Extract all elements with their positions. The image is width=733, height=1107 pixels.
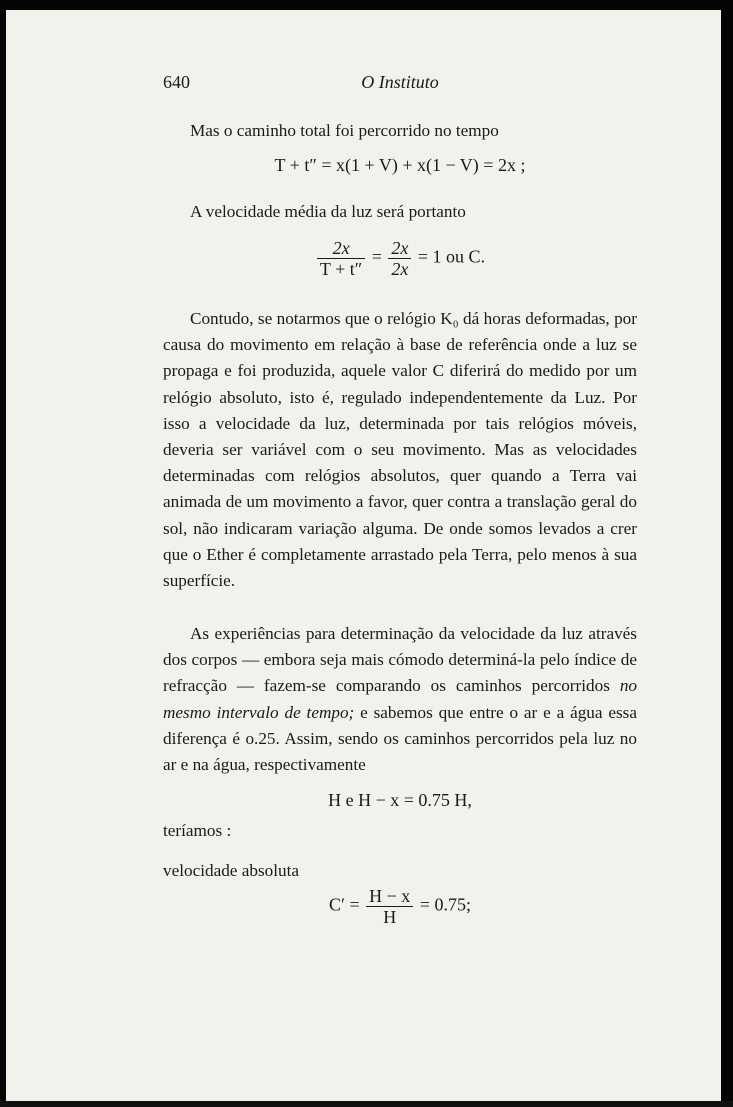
- fraction-1-denominator: T + t″: [317, 258, 365, 279]
- teriamos-line: teríamos :: [163, 821, 232, 840]
- fraction-3: [366, 886, 413, 927]
- scan-border-top: [0, 0, 733, 10]
- equation-paths: H e H − x = 0.75 H,: [328, 790, 472, 810]
- page-header: [163, 72, 637, 96]
- intro-line: Mas o caminho total foi percorrido no tempo: [190, 121, 499, 140]
- fraction-1: [317, 238, 365, 279]
- equals-sign: =: [371, 246, 382, 267]
- running-title: O Instituto: [361, 72, 439, 92]
- paragraph-2-part-b: e sabemos que entre o ar e a água essa diferença é o.25. Assim, sendo os caminhos percorridos pela luz no ar e na água, respectivamente: [163, 702, 637, 775]
- eq4-lhs: C′ =: [329, 894, 360, 915]
- fraction-2: [388, 238, 411, 279]
- fraction-1-numerator: 2x: [332, 238, 350, 258]
- scan-border-bottom: [0, 1101, 733, 1107]
- fraction-2-denominator: 2x: [388, 258, 411, 279]
- equation-absolute-velocity: [163, 886, 637, 927]
- intro-line-block: [163, 118, 637, 144]
- equation-total-time: T + t″ = x(1 + V) + x(1 − V) = 2x ;: [274, 155, 526, 175]
- eq4-rhs: = 0.75;: [419, 894, 471, 915]
- paragraph-2: [163, 621, 637, 778]
- paragraph-1-text: Contudo, se notarmos que o relógio K₀ dá horas deformadas, por causa do movimento em relação à base de referência onde a luz se propaga e foi produzida, aquele valor C diferirá do medido por um relógio absoluto, isto é, regulado independentemente da Luz. Por isso a velocidade da luz, determinada por tais relógios móveis, deveria ser variável com o seu movimento. Mas as velocidades determinadas com relógios absolutos, quer quando a Terra vai animada de um movimento a favor, quer contra a translação geral do sol, não indicaram variação alguma. De onde somos levados a crer que o Ether é completamente arrastado pela Terra, pelo menos à sua superfície.: [163, 309, 637, 591]
- line2-block: [163, 199, 637, 225]
- page-number: 640: [163, 72, 190, 92]
- fraction-3-denominator: H: [366, 906, 413, 927]
- scan-border-right: [721, 0, 733, 1107]
- fraction-3-numerator: H − x: [369, 886, 411, 906]
- fraction-2-numerator: 2x: [391, 238, 409, 258]
- paragraph-1: [163, 306, 637, 594]
- velocity-line: A velocidade média da luz será portanto: [190, 202, 466, 221]
- equation-rest: = 1 ou C.: [417, 246, 486, 267]
- velocidade-block: [163, 858, 637, 884]
- paragraph-2-italic: no mesmo intervalo de tempo;: [163, 676, 637, 722]
- paragraph-2-text: [163, 621, 637, 778]
- equation-mean-velocity: [163, 238, 637, 279]
- teriamos-block: [163, 818, 637, 844]
- velocidade-absoluta-line: velocidade absoluta: [163, 861, 300, 880]
- paragraph-2-part-a: As experiências para determinação da velocidade da luz através dos corpos — embora seja mais cómodo determiná-la pelo índice de refracção — fazem-se comparando os caminhos percorridos: [163, 624, 637, 696]
